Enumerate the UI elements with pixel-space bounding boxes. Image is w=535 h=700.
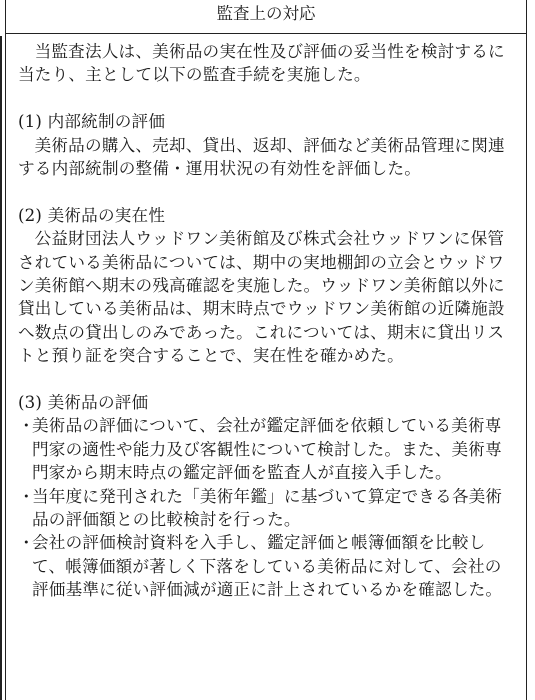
bullet-mark: ・ xyxy=(18,533,35,553)
section-2-heading: (2) 美術品の実在性 xyxy=(18,205,166,225)
bullet-item xyxy=(18,485,516,532)
bullet-text: 美術品の評価について、会社が鑑定評価を依頼している美術専門家の適性や能力及び客観性について検討した。また、美術専門家から期末時点の鑑定評価を監査人が直接入手した。 xyxy=(32,416,502,483)
section-1-heading: (1) 内部統制の評価 xyxy=(18,112,166,132)
bullet-item xyxy=(18,531,516,601)
bullet-item xyxy=(18,414,516,484)
bullet-mark: ・ xyxy=(18,486,35,506)
table-cell xyxy=(6,34,526,602)
header-title: 監査上の対応 xyxy=(216,4,316,23)
bullet-mark: ・ xyxy=(18,416,35,436)
section-2-body: 公益財団法人ウッドワン美術館及び株式会社ウッドワンに保管されている美術品については、期中の実地棚卸の立会とウッドワン美術館へ期末の残高確認を実施した。ウッドワン美術館以外に貸出している美術品は、期末時点でウッドワン美術館の近隣施設へ数点の貸出しのみであった。これについては、期末に貸出リストと預り証を突合することで、実在性を確かめた。 xyxy=(18,229,505,366)
intro-paragraph: 当監査法人は、美術品の実在性及び評価の妥当性を検討するに当たり、主として以下の監査手続を実施した。 xyxy=(18,42,505,85)
table-header xyxy=(6,0,526,34)
outer-border-left xyxy=(0,36,2,700)
bullet-text: 会社の評価検討資料を入手し、鑑定評価と帳簿価額を比較して、帳簿価額が著しく下落をしている美術品に対して、会社の評価基準に従い評価減が適正に計上されているかを確認した。 xyxy=(32,533,503,600)
section-3-heading: (3) 美術品の評価 xyxy=(18,393,149,413)
bullet-text: 当年度に発刊された「美術年鑑」に基づいて算定できる各美術品の評価額との比較検討を行った。 xyxy=(32,486,503,530)
audit-response-table xyxy=(5,0,527,700)
section-1-body: 美術品の購入、売却、貸出、返却、評価など美術品管理に関連する内部統制の整備・運用状況の有効性を評価した。 xyxy=(18,135,505,179)
